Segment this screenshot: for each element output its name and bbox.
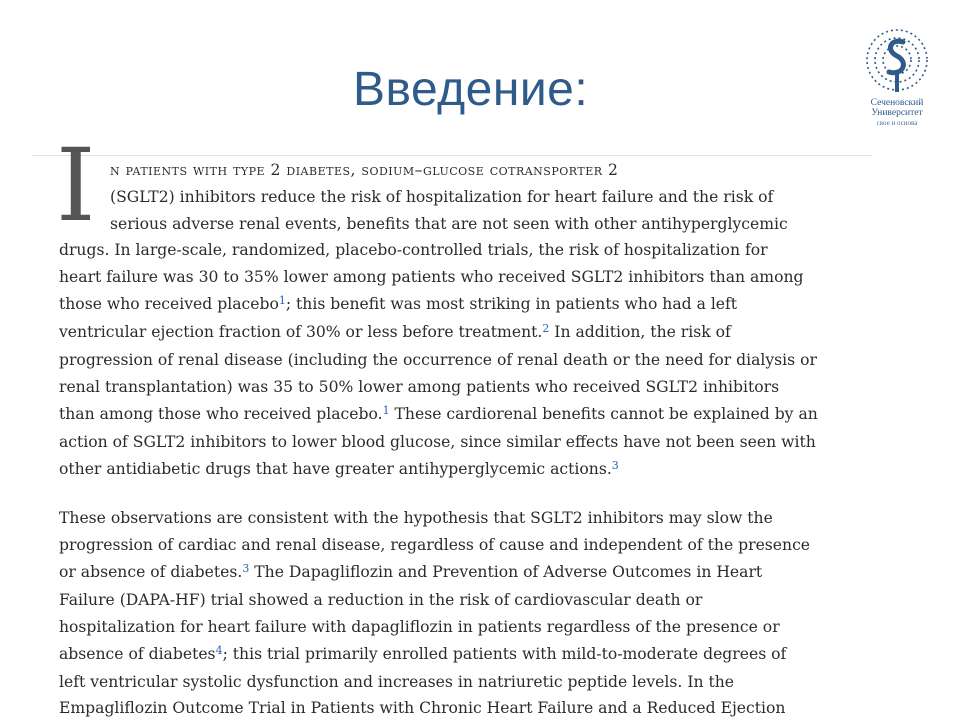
text-line: left ventricular systolic dysfunction and increases in natriuretic peptide levels. In the [59, 673, 735, 691]
text-line: n patients with type 2 diabetes, sodium–glucose cotransporter 2 [110, 161, 619, 179]
text-line: renal transplantation) was 35 to 50% lower among patients who received SGLT2 inhibitors [59, 378, 780, 396]
text-line: absence of diabetes$^4$; this trial primarily enrolled patients with mild-to-moderate degrees of [59, 644, 787, 663]
text-line: than among those who received placebo.$^1$ These cardiorenal benefits cannot be explained by an [59, 404, 818, 423]
text-line: those who received placebo$^1$; this benefit was most striking in patients who had a left [59, 294, 738, 313]
text-line: progression of cardiac and renal disease, regardless of cause and independent of the presence [59, 536, 811, 554]
logo-motto: свое и основа [876, 119, 918, 127]
citation-link[interactable]: 1 [278, 294, 286, 307]
text-line: progression of renal disease (including the occurrence of renal death or the need for dialysis or [59, 351, 817, 369]
title-divider [32, 155, 872, 156]
text-line: (SGLT2) inhibitors reduce the risk of hospitalization for heart failure and the risk of [110, 188, 774, 206]
tree-emblem-icon [855, 24, 939, 96]
citation-link[interactable]: 4 [215, 644, 223, 657]
text-line: other antidiabetic drugs that have greater antihyperglycemic actions.$^3$ [59, 459, 619, 478]
citation-link[interactable]: 3 [242, 562, 250, 575]
citation-link[interactable]: 3 [611, 459, 619, 472]
text-line: heart failure was 30 to 35% lower among patients who received SGLT2 inhibitors than among [59, 268, 804, 286]
citation-link[interactable]: 1 [382, 404, 390, 417]
text-line: action of SGLT2 inhibitors to lower blood glucose, since similar effects have not been seen with [59, 433, 816, 451]
text-line: Empagliflozin Outcome Trial in Patients with Chronic Heart Failure and a Reduced Ejection [59, 699, 786, 717]
slide-title: Введение: [353, 63, 589, 116]
logo-name-line2: Университет [871, 108, 923, 118]
university-logo [855, 24, 939, 134]
citation-link[interactable]: 2 [542, 322, 550, 335]
text-line: ventricular ejection fraction of 30% or less before treatment.$^2$ In addition, the risk of [59, 322, 731, 341]
text-line: Failure (DAPA-HF) trial showed a reduction in the risk of cardiovascular death or [59, 591, 703, 609]
text-line: hospitalization for heart failure with dapagliflozin in patients regardless of the presence or [59, 618, 780, 636]
logo-name-line1: Сеченовский [870, 98, 924, 108]
drop-cap: I [56, 127, 96, 244]
text-line: These observations are consistent with the hypothesis that SGLT2 inhibitors may slow the [59, 509, 773, 527]
text-line: drugs. In large-scale, randomized, placebo-controlled trials, the risk of hospitalization for [59, 241, 768, 259]
text-line: serious adverse renal events, benefits that are not seen with other antihyperglycemic [110, 215, 788, 233]
text-line: or absence of diabetes.$^3$ The Dapagliflozin and Prevention of Adverse Outcomes in Heart [59, 562, 763, 581]
